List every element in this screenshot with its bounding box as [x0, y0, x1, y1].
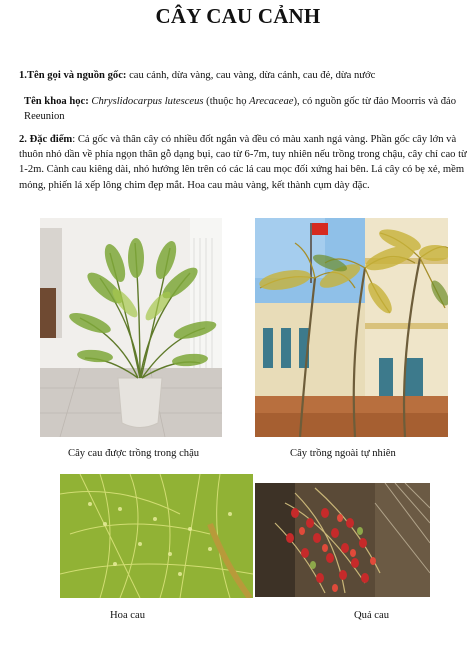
origin-heading: 1.Tên gọi và nguồn gốc: — [19, 70, 127, 81]
potted-palm-photo — [40, 218, 222, 437]
caption-potted-palm: Cây cau được trồng trong chậu — [68, 448, 200, 459]
features-paragraph — [19, 132, 469, 193]
scientific-rest: ), có nguồn gốc từ đảo Moorris và đảo Reeunion — [24, 96, 457, 123]
caption-palm-flower: Hoa cau — [110, 610, 145, 621]
scientific-heading: Tên khoa học: — [24, 96, 89, 107]
outdoor-palms-photo — [255, 218, 448, 437]
origin-text: cau cảnh, dừa vàng, cau vàng, dừa cảnh, cau đẻ, dừa nước — [126, 70, 376, 81]
origin-paragraph — [19, 68, 469, 83]
scientific-name-paragraph — [24, 94, 470, 124]
palm-fruit-photo — [255, 483, 430, 597]
caption-palm-fruit: Quả cau — [354, 610, 389, 621]
features-text: : Cả gốc và thân cây có nhiều đốt ngắn và đều có màu xanh ngả vàng. Phần gốc cây lớn và thuôn nhỏ dần về phía ngọn thân gỗ dạng bụi, cao từ 6-7m, tuy nhiên nếu trồng trong chậu, cây chỉ cao từ 1-2m. Cành cau kiêng dài, nhỏ hướng lên trên có các lá cau mọc đối xứng hai bên. Lá cây có bẹ xẻ, mềm mỏng, phiến lá xếp lông chim đẹp mắt. Hoa cau màu vàng, kết thành cụm dày đặc. — [19, 134, 467, 191]
scientific-mid: (thuộc họ — [203, 96, 250, 107]
features-heading: 2. Đặc điểm — [19, 134, 73, 145]
family-name: Arecaceae — [249, 96, 294, 107]
scientific-name: Chryslidocarpus lutesceus — [91, 96, 204, 107]
caption-outdoor-palms: Cây trồng ngoài tự nhiên — [290, 448, 396, 459]
palm-flower-photo — [60, 474, 253, 598]
page-title: CÂY CAU CẢNH — [155, 4, 321, 28]
